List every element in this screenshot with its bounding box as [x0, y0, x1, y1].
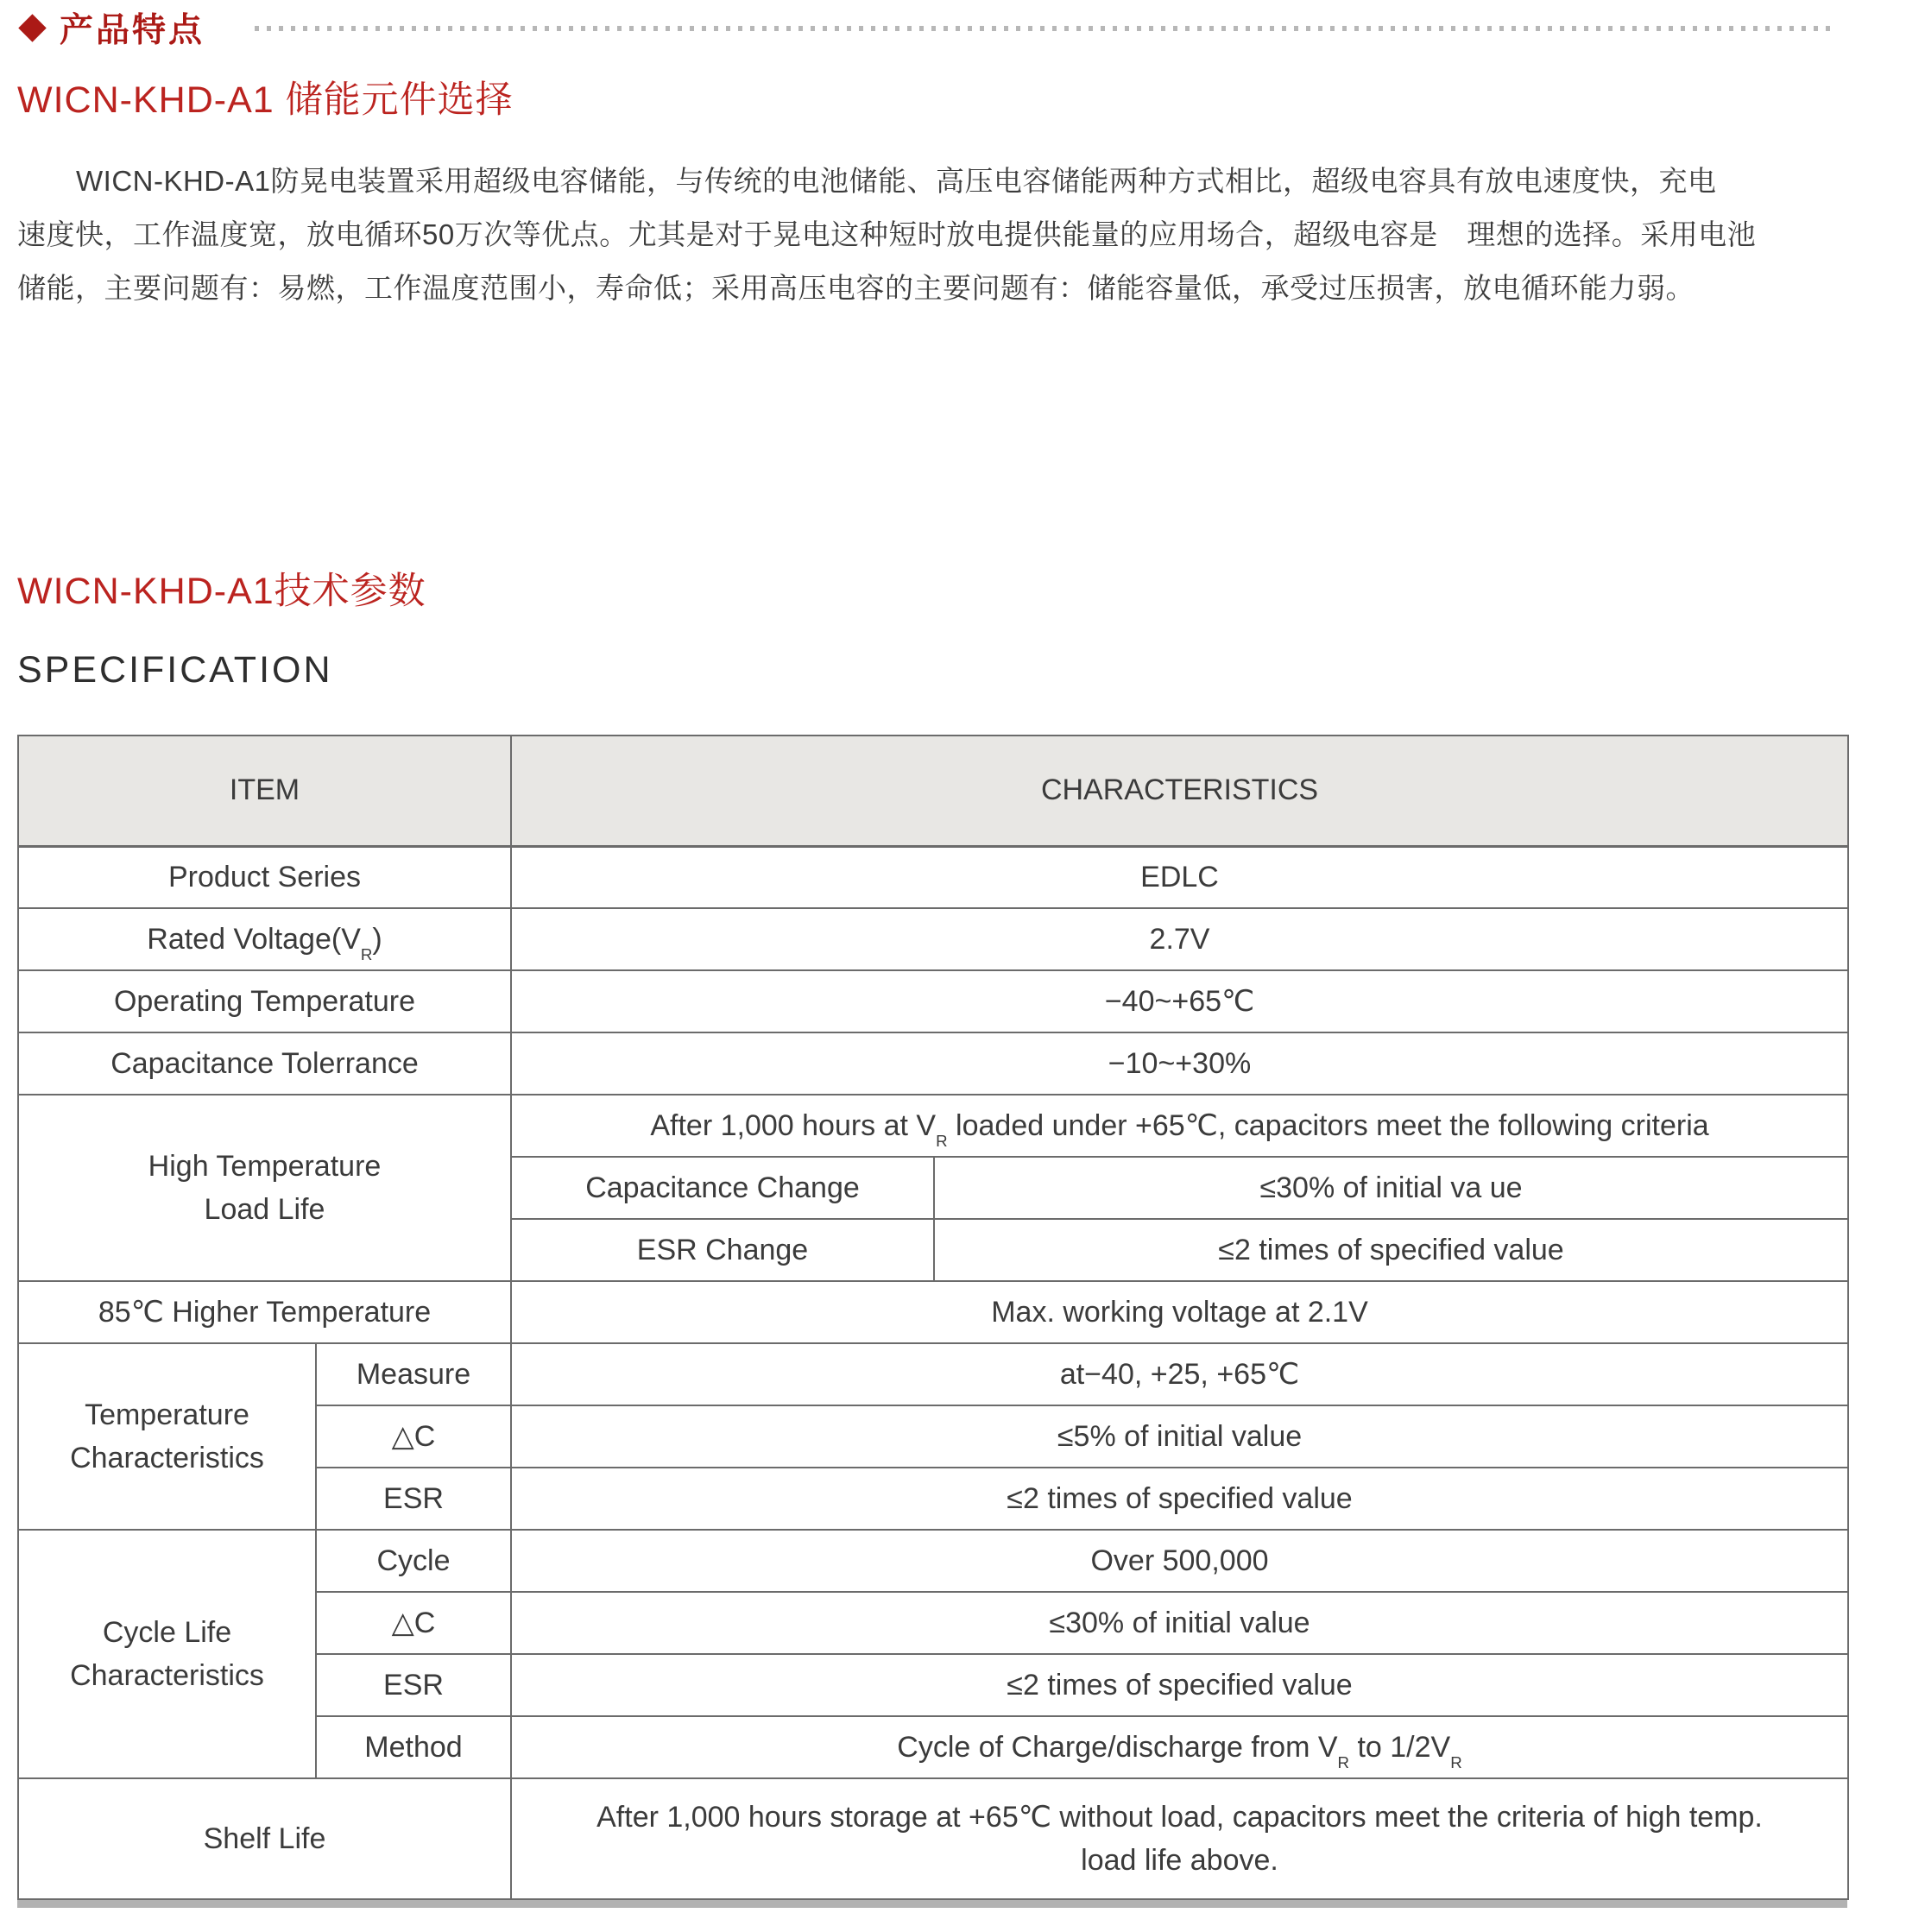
- table-row: [18, 1032, 1848, 1095]
- column-header-characteristics: CHARACTERISTICS: [511, 736, 1848, 846]
- cell-sub-delta-c: △C: [316, 1405, 511, 1468]
- criteria-text: After 1,000 hours at V: [650, 1109, 937, 1142]
- table-row: [18, 970, 1848, 1032]
- table-row: [18, 846, 1848, 908]
- cell-item-product-series: Product Series: [18, 846, 511, 908]
- table-bottom-border-bar: [17, 1900, 1847, 1908]
- cell-value-product-series: EDLC: [511, 846, 1848, 908]
- cell-sub-cycle: Cycle: [316, 1530, 511, 1592]
- table-row: [18, 1281, 1848, 1343]
- subscript-r: R: [936, 1132, 948, 1151]
- table-row: [18, 908, 1848, 970]
- cell-value-85c-higher-temperature: Max. working voltage at 2.1V: [511, 1281, 1848, 1343]
- method-text: to 1/2V: [1349, 1730, 1451, 1764]
- cell-item-shelf-life: Shelf Life: [18, 1778, 511, 1899]
- group-label-line: High Temperature: [148, 1150, 382, 1183]
- cell-sub-capacitance-change: Capacitance Change: [511, 1157, 934, 1219]
- group-label-line: Cycle Life: [102, 1616, 232, 1649]
- cell-value-operating-temperature: −40~+65℃: [511, 970, 1848, 1032]
- cell-item-operating-temperature: Operating Temperature: [18, 970, 511, 1032]
- cell-item-high-temp-load-life: [18, 1095, 511, 1281]
- cell-value-method: [511, 1716, 1848, 1778]
- cell-sub-cycle-esr: ESR: [316, 1654, 511, 1716]
- cell-value-cycle: Over 500,000: [511, 1530, 1848, 1592]
- cell-value-measure: at−40, +25, +65℃: [511, 1343, 1848, 1405]
- cell-item-85c-higher-temperature: 85℃ Higher Temperature: [18, 1281, 511, 1343]
- cell-value-capacitance-change: ≤30% of initial va ue: [934, 1157, 1848, 1219]
- rated-voltage-text: Rated Voltage(V: [147, 922, 361, 956]
- group-label-line: Load Life: [204, 1193, 325, 1226]
- diamond-bullet-icon: [18, 14, 47, 42]
- cell-value-rated-voltage: 2.7V: [511, 908, 1848, 970]
- table-header-row: [18, 736, 1848, 846]
- subtitle-technical-parameters: WICN-KHD-A1技术参数: [17, 571, 426, 612]
- cell-value-shelf-life: After 1,000 hours storage at +65℃ without load, capacitors meet the criteria of high temp. load life above.: [511, 1778, 1848, 1899]
- table-row: [18, 1530, 1848, 1592]
- cell-value-esr: ≤2 times of specified value: [511, 1468, 1848, 1530]
- cell-item-rated-voltage: [18, 908, 511, 970]
- cell-sub-cycle-delta-c: △C: [316, 1592, 511, 1654]
- table-row: [18, 1778, 1848, 1899]
- criteria-text: loaded under +65℃, capacitors meet the following criteria: [947, 1109, 1709, 1142]
- paragraph-line-2: 速度快，工作温度宽，放电循环50万次等优点。尤其是对于晃电这种短时放电提供能量的应用场合，超级电容是 理想的选择。采用电池: [17, 218, 1757, 250]
- cell-high-temp-criteria: [511, 1095, 1848, 1157]
- dotted-divider: [255, 26, 1835, 31]
- method-text: Cycle of Charge/discharge from V: [897, 1730, 1338, 1764]
- cell-item-capacitance-tolerance: Capacitance Tolerrance: [18, 1032, 511, 1095]
- cell-item-cycle-life-characteristics: [18, 1530, 316, 1778]
- section-header-product-features: [17, 7, 1889, 48]
- cell-value-cycle-delta-c: ≤30% of initial value: [511, 1592, 1848, 1654]
- subscript-r: R: [360, 944, 373, 963]
- subscript-r: R: [1337, 1752, 1350, 1771]
- table-row: [18, 1095, 1848, 1157]
- column-header-item: ITEM: [18, 736, 511, 846]
- cell-sub-measure: Measure: [316, 1343, 511, 1405]
- cell-sub-esr: ESR: [316, 1468, 511, 1530]
- paragraph-line-3: 储能，主要问题有：易燃，工作温度范围小，寿命低；采用高压电容的主要问题有：储能容量低，承受过压损害，放电循环能力弱。: [17, 272, 1695, 304]
- cell-item-temperature-characteristics: [18, 1343, 316, 1530]
- group-label-line: Characteristics: [70, 1442, 264, 1474]
- group-label-line: Temperature: [85, 1398, 249, 1431]
- specification-heading: SPECIFICATION: [17, 649, 333, 691]
- cell-value-capacitance-tolerance: −10~+30%: [511, 1032, 1848, 1095]
- cell-value-cycle-esr: ≤2 times of specified value: [511, 1654, 1848, 1716]
- cell-value-delta-c: ≤5% of initial value: [511, 1405, 1848, 1468]
- cell-sub-esr-change: ESR Change: [511, 1219, 934, 1281]
- cell-sub-method: Method: [316, 1716, 511, 1778]
- subtitle-energy-storage-selection: WICN-KHD-A1 储能元件选择: [17, 79, 514, 121]
- paragraph-line-1: WICN-KHD-A1防晃电装置采用超级电容储能，与传统的电池储能、高压电容储能两种方式相比，超级电容具有放电速度快，充电: [76, 165, 1717, 197]
- section-title: 产品特点: [60, 12, 205, 49]
- cell-value-esr-change: ≤2 times of specified value: [934, 1219, 1848, 1281]
- group-label-line: Characteristics: [70, 1659, 264, 1692]
- datasheet-page: [0, 7, 1906, 1932]
- rated-voltage-text: ): [372, 922, 382, 956]
- subscript-r: R: [1450, 1752, 1462, 1771]
- specification-table: [17, 735, 1849, 1900]
- feature-paragraph: [17, 155, 1889, 315]
- table-row: [18, 1343, 1848, 1405]
